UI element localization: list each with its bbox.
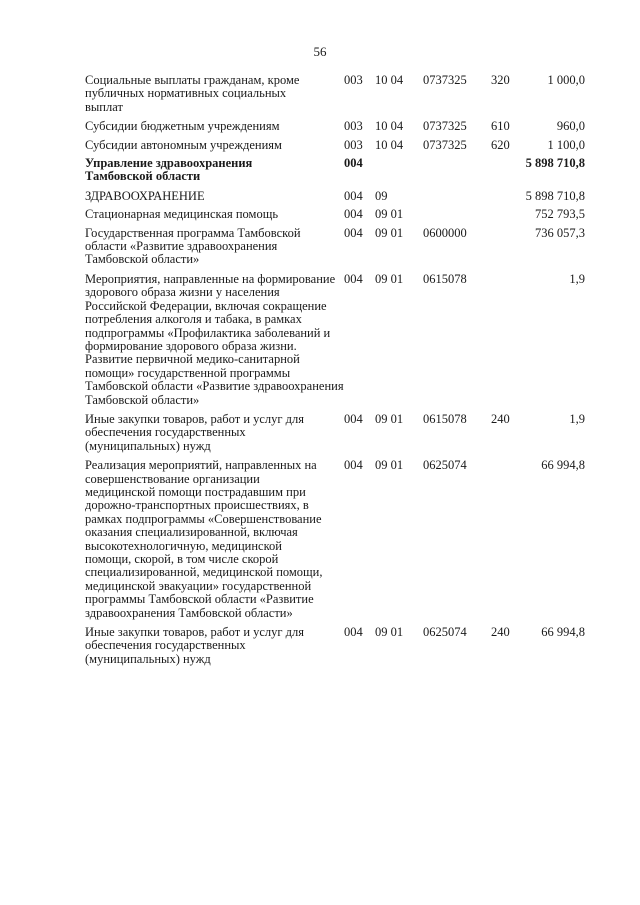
row-vr: 240 (491, 411, 510, 426)
row-rz: 09 01 (375, 207, 404, 222)
row-ved: 004 (344, 458, 363, 473)
row-sum: 736 057,3 (535, 225, 585, 240)
page-number: 56 (313, 44, 327, 59)
row-name: Иные закупки товаров, работ и услуг для обеспечения государственных (муниципальных) нужд (85, 411, 305, 453)
row-rz: 10 04 (375, 119, 404, 134)
row-ved: 004 (344, 625, 363, 640)
row-sum: 1 100,0 (547, 137, 585, 152)
row-name: Социальные выплаты гражданам, кроме публичных нормативных социальных выплат (85, 73, 300, 114)
row-ved: 004 (344, 225, 363, 240)
row-csr: 0615078 (423, 271, 467, 286)
row-name: Реализация мероприятий, направленных на совершенствование организации медицинской помощи пострадавшим при дорожно-транспортных происшествиях, в рамках подпрограммы «Совершенствование оказания специализированной, включая высокотехнологичную, медицинской помощи, скорой, в том числе скорой специализированной, медицинской помощи, медицинской эвакуации» государственной программы Тамбовской области «Развитие здравоохранения Тамбовской области» (85, 458, 323, 620)
row-name: Стационарная медицинская помощь (85, 207, 279, 222)
row-name: Мероприятия, направленные на формирование здорового образа жизни у населения Российской Федерации, включая сокращение потребления алкоголя и табака, в рамках подпрограммы «Профилактика заболеваний и формирование здорового образа жизни. Развитие первичной медико-санитарной помощи» государственной программы Тамбовской области «Развитие здравоохранения Тамбовской области» (85, 271, 344, 407)
row-vr (491, 273, 519, 407)
table-row (85, 459, 585, 620)
row-sum: 5 898 710,8 (525, 156, 585, 171)
row-csr: 0625074 (423, 458, 467, 473)
row-name: Иные закупки товаров, работ и услуг для обеспечения государственных (муниципальных) нужд (85, 625, 305, 666)
row-ved: 004 (344, 207, 363, 222)
table-row (85, 626, 585, 666)
row-vr: 240 (491, 625, 510, 640)
row-sum: 5 898 710,8 (525, 188, 585, 203)
row-rz: 10 04 (375, 73, 404, 87)
row-sum: 960,0 (556, 119, 585, 134)
row-sum: 1,9 (569, 411, 585, 426)
row-sum: 66 994,8 (541, 625, 585, 640)
row-sum: 752 793,5 (535, 207, 585, 222)
row-rz: 09 01 (375, 225, 404, 240)
table-row (85, 74, 585, 114)
row-name: Управление здравоохранения Тамбовской области (85, 156, 253, 184)
table-row (85, 157, 585, 184)
row-vr: 610 (491, 119, 510, 134)
row-ved: 003 (344, 73, 363, 87)
row-rz (375, 157, 423, 184)
row-csr: 0737325 (423, 119, 467, 134)
row-name: ЗДРАВООХРАНЕНИЕ (85, 188, 205, 203)
row-ved: 004 (344, 188, 363, 203)
row-name: Субсидии автономным учреждениям (85, 137, 282, 152)
table-row (85, 227, 585, 267)
row-csr: 0615078 (423, 411, 467, 426)
row-rz: 10 04 (375, 137, 404, 152)
row-csr: 0737325 (423, 73, 467, 87)
row-rz: 09 01 (375, 271, 404, 286)
table-row (85, 413, 585, 453)
row-vr: 320 (491, 73, 510, 87)
row-rz: 09 01 (375, 458, 404, 473)
row-vr (491, 227, 519, 267)
row-rz: 09 (375, 188, 388, 203)
row-name: Государственная программа Тамбовской области «Развитие здравоохранения Тамбовской области» (85, 225, 301, 267)
row-ved: 004 (344, 411, 363, 426)
row-csr (423, 190, 491, 203)
row-ved: 004 (344, 271, 363, 286)
row-csr (423, 157, 491, 184)
row-vr: 620 (491, 137, 510, 152)
row-name: Субсидии бюджетным учреждениям (85, 119, 280, 134)
row-rz: 09 01 (375, 411, 404, 426)
row-ved: 004 (344, 156, 363, 171)
table-row (85, 139, 585, 152)
row-csr: 0625074 (423, 625, 467, 640)
row-sum: 1 000,0 (547, 73, 585, 87)
row-rz: 09 01 (375, 625, 404, 640)
row-vr (491, 157, 519, 184)
row-csr: 0600000 (423, 225, 467, 240)
row-csr (423, 208, 491, 221)
row-vr (491, 459, 519, 620)
budget-table (85, 74, 585, 666)
row-csr: 0737325 (423, 137, 467, 152)
row-sum: 66 994,8 (541, 458, 585, 473)
table-row (85, 208, 585, 221)
row-sum: 1,9 (569, 271, 585, 286)
row-ved: 003 (344, 137, 363, 152)
row-vr (491, 190, 519, 203)
row-vr (491, 208, 519, 221)
table-row (85, 273, 585, 407)
table-row (85, 120, 585, 133)
table-row (85, 190, 585, 203)
row-ved: 003 (344, 119, 363, 134)
